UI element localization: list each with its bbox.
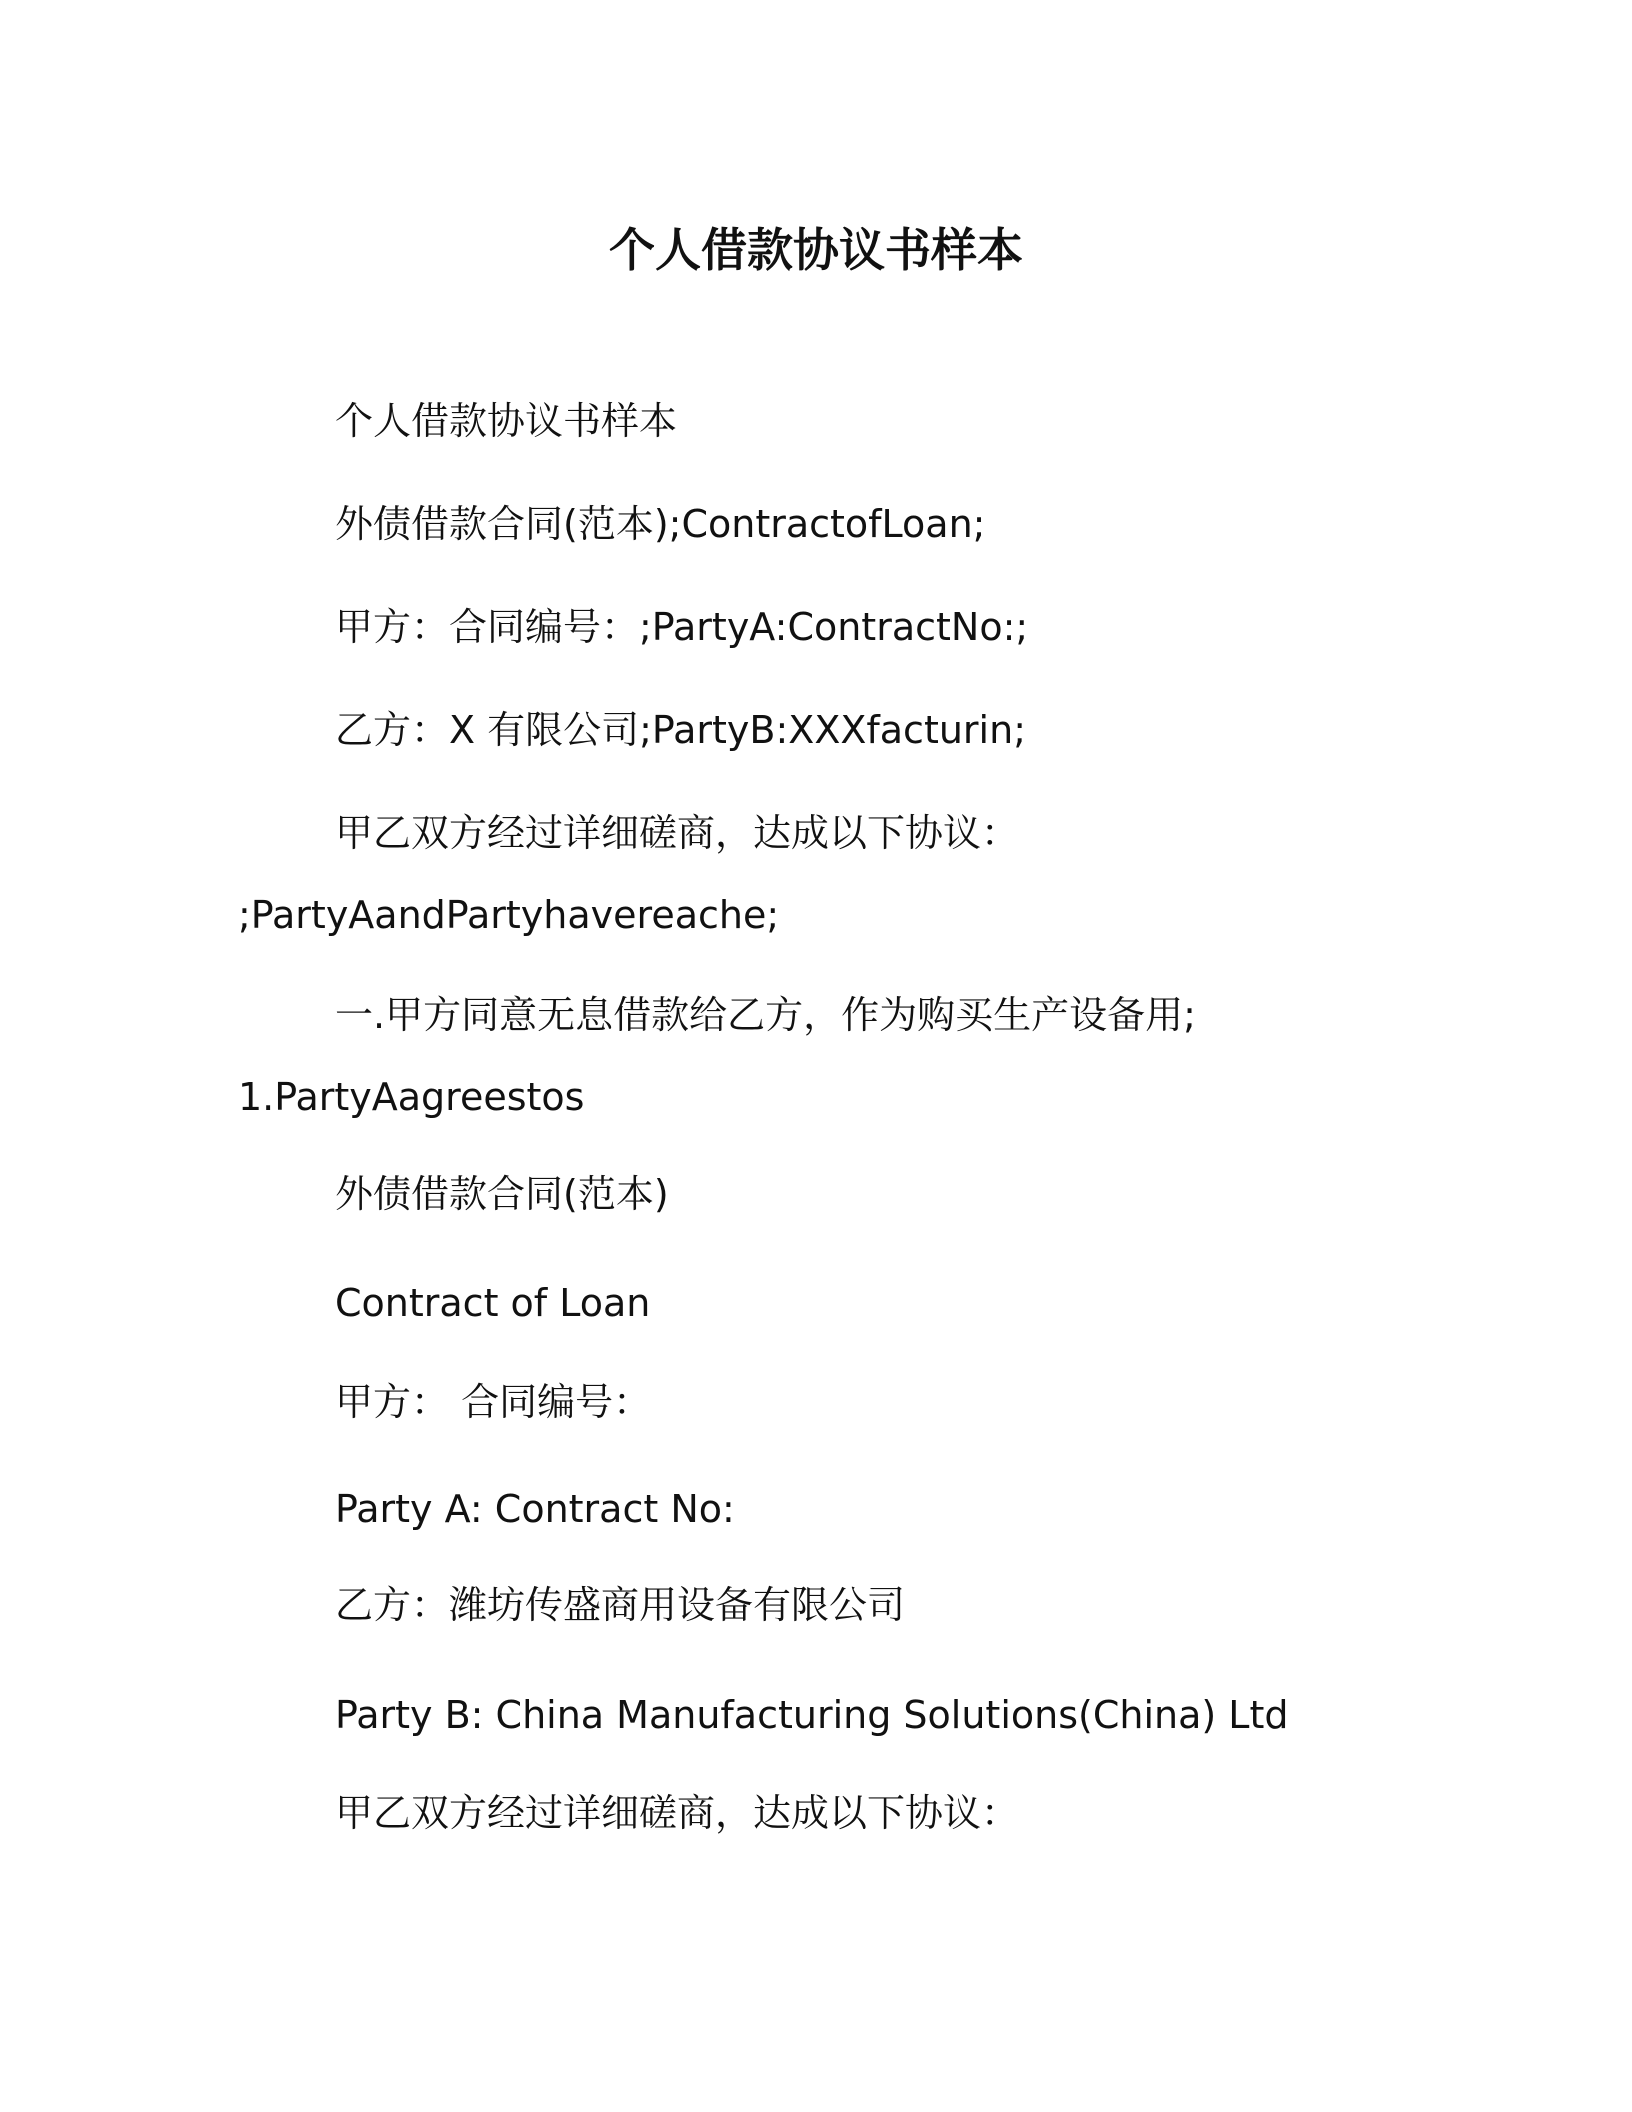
paragraph-contract-of-loan: 外债借款合同(范本);ContractofLoan; (335, 502, 986, 546)
paragraph-party-b: 乙方：X 有限公司;PartyB:XXXfacturin; (335, 708, 1026, 752)
paragraph-clause-1: 一.甲方同意无息借款给乙方，作为购买生产设备用; (335, 993, 1196, 1037)
paragraph-heading: 个人借款协议书样本 (335, 399, 678, 443)
paragraph-agreement-intro-continued: ;PartyAandPartyhavereache; (238, 893, 780, 937)
paragraph-template-title: 外债借款合同(范本) (335, 1172, 669, 1216)
paragraph-agreement-intro: 甲乙双方经过详细磋商，达成以下协议： (335, 811, 1020, 855)
paragraph-party-a-detail: 甲方： 合同编号： (335, 1380, 652, 1424)
paragraph-english-title: Contract of Loan (335, 1281, 651, 1325)
paragraph-clause-1-continued: 1.PartyAagreestos (238, 1075, 585, 1119)
paragraph-agreement-repeat: 甲乙双方经过详细磋商，达成以下协议： (335, 1791, 1020, 1835)
document-title: 个人借款协议书样本 (609, 223, 1023, 277)
paragraph-party-a: 甲方：合同编号：;PartyA:ContractNo:; (335, 605, 1029, 649)
paragraph-party-a-english: Party A: Contract No: (335, 1487, 735, 1531)
paragraph-party-b-detail: 乙方：潍坊传盛商用设备有限公司 (335, 1583, 906, 1627)
paragraph-party-b-english: Party B: China Manufacturing Solutions(China) Ltd (335, 1693, 1289, 1737)
